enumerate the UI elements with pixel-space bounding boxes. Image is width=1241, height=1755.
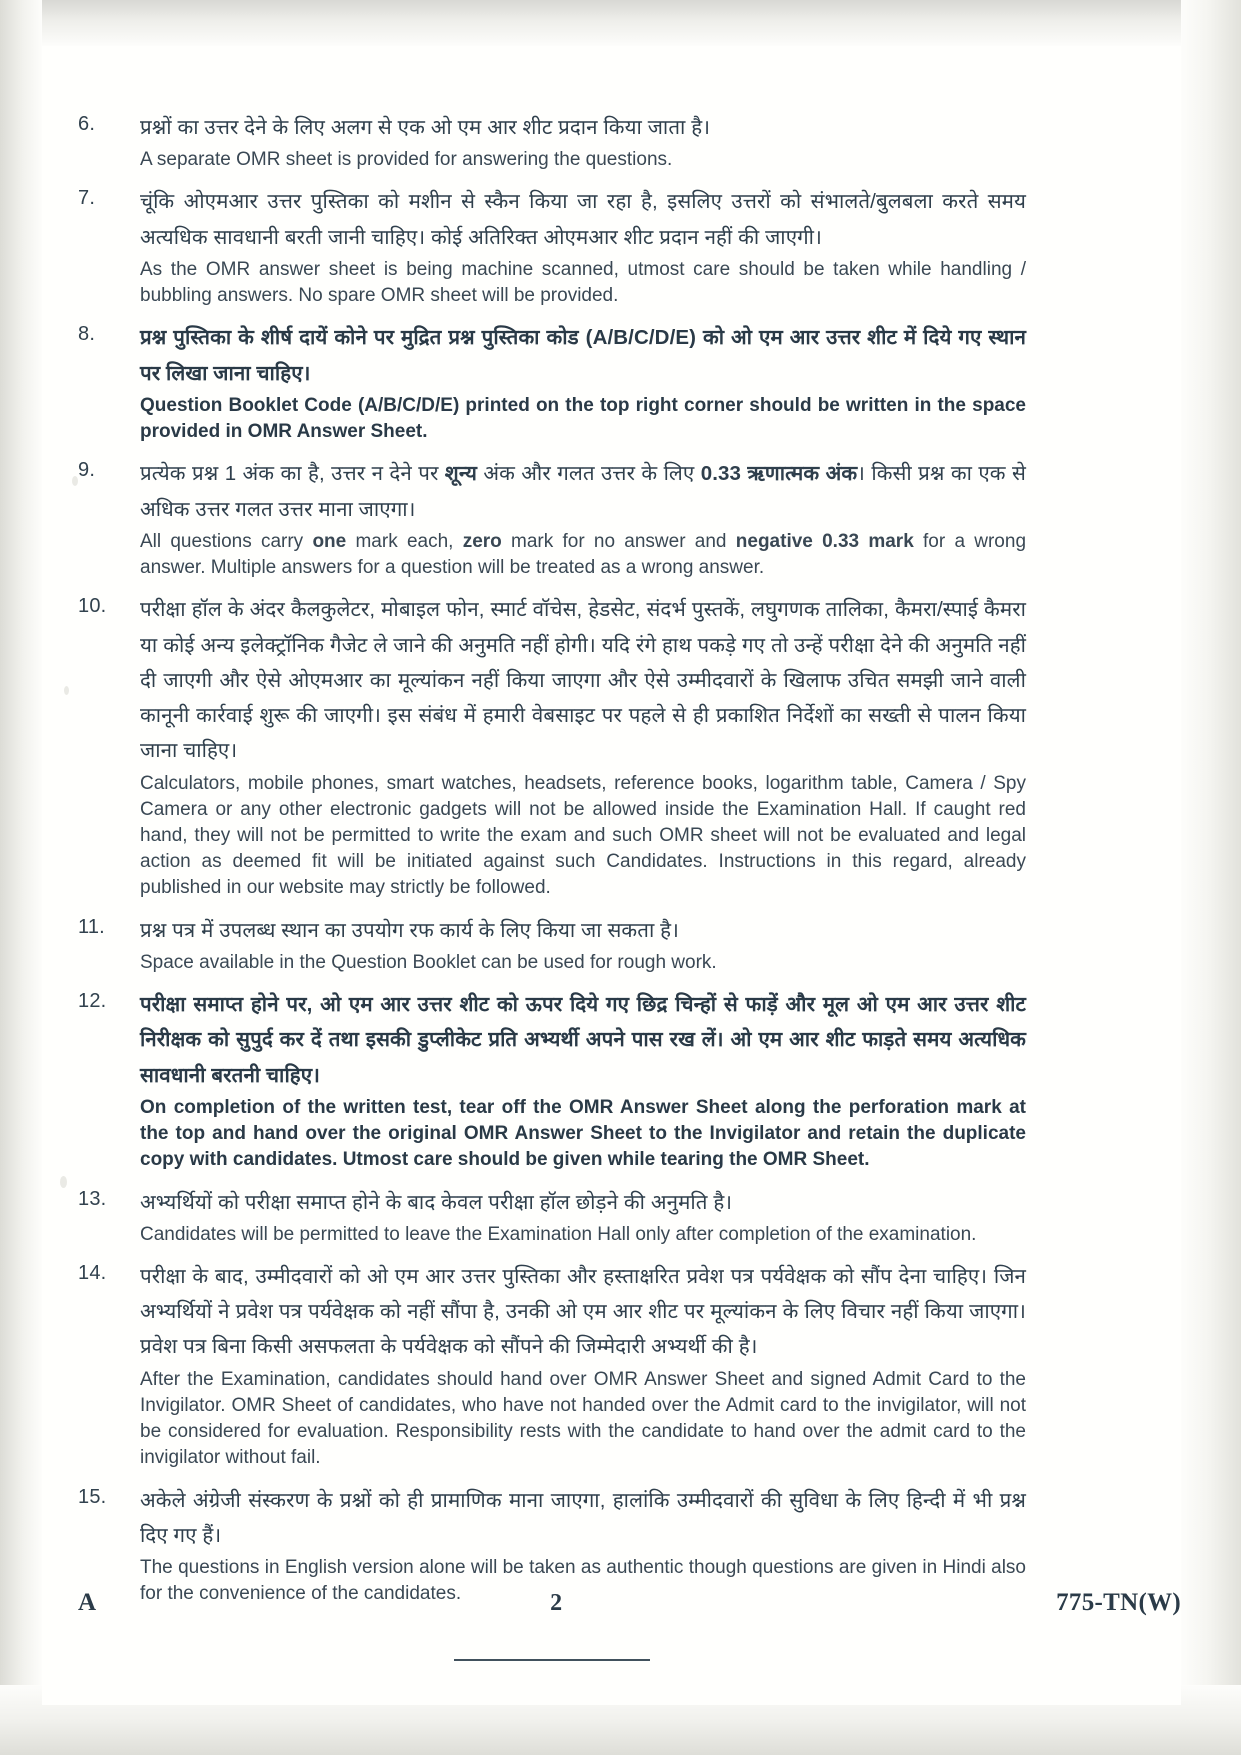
instruction-hindi-text: परीक्षा समाप्त होने पर, ओ एम आर उत्तर शीट को ऊपर दिये गए छिद्र चिन्हों से फाड़ें और मूल ओ एम आर उत्तर शीट निरीक्षक को सुपुर्द कर दें तथा इसकी डुप्लीकेट प्रति अभ्यर्थी अपने पास रख लें। ओ एम आर शीट फाड़ते समय अत्यधिक सावधानी बरतनी चाहिए। xyxy=(140,993,1026,1087)
scan-edge-left xyxy=(0,0,42,1755)
instruction-item-14 xyxy=(78,1259,1026,1472)
instruction-item-10 xyxy=(78,592,1026,901)
instruction-hindi-text: अभ्यर्थियों को परीक्षा समाप्त होने के बाद केवल परीक्षा हॉल छोड़ने की अनुमति है। xyxy=(140,1190,733,1214)
instruction-item-11 xyxy=(78,913,1026,976)
instruction-hindi-text: प्रश्न पत्र में उपलब्ध स्थान का उपयोग रफ कार्य के लिए किया जा सकता है। xyxy=(140,918,680,942)
instruction-hindi-text: परीक्षा के बाद, उम्मीदवारों को ओ एम आर उत्तर पुस्तिका और हस्ताक्षरित प्रवेश पत्र पर्यवेक्षक को सौंप देना चाहिए। जिन अभ्यर्थियों ने प्रवेश पत्र पर्यवेक्षक को नहीं सौंपा है, उनकी ओ एम आर शीट पर मूल्यांकन के लिए विचार नहीं किया जाएगा। प्रवेश पत्र बिना किसी असफलता के पर्यवेक्षक को सौंपने की जिम्मेदारी अभ्यर्थी की है। xyxy=(140,1264,1026,1359)
page-footer xyxy=(78,1589,1181,1617)
instruction-number: 9. xyxy=(78,459,96,482)
scan-speck xyxy=(64,686,69,695)
instruction-english-text: On completion of the written test, tear off the OMR Answer Sheet along the perforation mark at the top and hand over the original OMR Answer Sheet to the Invigilator and retain the duplicate copy with candidates. Utmost care should be given while tearing the OMR Sheet. xyxy=(140,1096,1026,1171)
instruction-english-text: Question Booklet Code (A/B/C/D/E) printed on the top right corner should be written in the space provided in OMR Answer Sheet. xyxy=(140,394,1026,443)
instruction-number: 8. xyxy=(78,323,96,346)
paper-code: 775-TN(W) xyxy=(1056,1589,1181,1616)
instruction-english-text: After the Examination, candidates should hand over OMR Answer Sheet and signed Admit Card to the Invigilator. OMR Sheet of candidates, who have not handed over the Admit card to the invigilator, will not be considered for evaluation. Responsibility rests with the candidate to hand over the admit card to the invigilator without fail. xyxy=(140,1368,1026,1469)
instruction-number: 12. xyxy=(78,990,107,1013)
instruction-item-9 xyxy=(78,456,1026,581)
instruction-number: 10. xyxy=(78,595,107,618)
instruction-english-text: The questions in English version alone will be taken as authentic though questions are given in Hindi also for the convenience of the candidates. xyxy=(140,1557,1026,1605)
horizontal-rule xyxy=(454,1659,650,1661)
instruction-item-12 xyxy=(78,987,1026,1173)
instruction-number: 13. xyxy=(78,1187,107,1210)
scan-edge-top xyxy=(0,0,1241,46)
instruction-number: 15. xyxy=(78,1485,107,1508)
instruction-hindi-text: परीक्षा हॉल के अंदर कैलकुलेटर, मोबाइल फोन, स्मार्ट वॉचेस, हेडसेट, संदर्भ पुस्तकें, लघुगणक तालिका, कैमरा/स्पाई कैमरा या कोई अन्य इलेक्ट्रॉनिक गैजेट ले जाने की अनुमति नहीं होगी। यदि रंगे हाथ पकड़े गए तो उन्हें परीक्षा देने की अनुमति नहीं दी जाएगी और ऐसे ओएमआर का मूल्यांकन नहीं किया जाएगा और ऐसे उम्मीदवारों के खिलाफ उचित समझी जाने वाली कानूनी कार्रवाई शुरू की जाएगी। इस संबंध में हमारी वेबसाइट पर पहले से ही प्रकाशित निर्देशों का सख्ती से पालन किया जाना चाहिए। xyxy=(140,598,1026,763)
instruction-english-text: As the OMR answer sheet is being machine scanned, utmost care should be taken while handling / bubbling answers. No spare OMR sheet will be provided. xyxy=(140,258,1026,307)
instruction-english-text: All questions carry one mark each, zero mark for no answer and negative 0.33 mark for a wrong answer. Multiple answers for a question will be treated as a wrong answer. xyxy=(140,530,1027,579)
instruction-number: 7. xyxy=(78,187,96,210)
instruction-item-6 xyxy=(78,110,1026,173)
page-number: 2 xyxy=(550,1590,563,1616)
instruction-hindi-text: प्रश्न पुस्तिका के शीर्ष दायें कोने पर मुद्रित प्रश्न पुस्तिका कोड (A/B/C/D/E) को ओ एम आर उत्तर शीट में दिये गए स्थान पर लिखा जाना चाहिए। xyxy=(140,326,1026,385)
instruction-hindi-text: अकेले अंग्रेजी संस्करण के प्रश्नों को ही प्रामाणिक माना जाएगा, हालांकि उम्मीदवारों की सुविधा के लिए हिन्दी में भी प्रश्न दिए गए हैं। xyxy=(140,1488,1026,1547)
instructions-list xyxy=(78,110,1026,1666)
instruction-hindi-text: चूंकि ओएमआर उत्तर पुस्तिका को मशीन से स्कैन किया जा रहा है, इसलिए उत्तरों को संभालते/बुलबला करते समय अत्यधिक सावधानी बरती जानी चाहिए। कोई अतिरिक्त ओएमआर शीट प्रदान नहीं की जाएगी। xyxy=(140,190,1026,249)
instruction-item-13 xyxy=(78,1185,1026,1248)
instruction-english-text: Calculators, mobile phones, smart watches, headsets, reference books, logarithm table, Camera / Spy Camera or any other electronic gadgets will not be allowed inside the Examination Hall. If caught red hand, they will not be permitted to write the exam and such OMR sheet will not be evaluated and legal action as deemed fit will be initiated against such Candidates. Instructions in this regard, already published in our website may strictly be followed. xyxy=(140,772,1026,899)
instruction-hindi-text: प्रश्नों का उत्तर देने के लिए अलग से एक ओ एम आर शीट प्रदान किया जाता है। xyxy=(140,116,711,139)
booklet-code: A xyxy=(78,1589,97,1616)
instruction-english-text: Candidates will be permitted to leave the Examination Hall only after completion of the examination. xyxy=(140,1223,977,1245)
instruction-number: 6. xyxy=(78,113,96,135)
instruction-item-7 xyxy=(78,184,1026,309)
instruction-item-8 xyxy=(78,320,1026,445)
instruction-number: 14. xyxy=(78,1261,107,1284)
scan-speck xyxy=(60,1176,67,1188)
section-divider xyxy=(78,1648,1026,1666)
instruction-english-text: A separate OMR sheet is provided for answering the questions. xyxy=(140,149,673,171)
instruction-hindi-text: प्रत्येक प्रश्न 1 अंक का है, उत्तर न देने पर शून्य अंक और गलत उत्तर के लिए 0.33 ऋणात्मक अंक। किसी प्रश्न का एक से अधिक उत्तर गलत उत्तर माना जाएगा। xyxy=(140,462,1026,521)
instruction-english-text: Space available in the Question Booklet can be used for rough work. xyxy=(140,951,717,973)
scan-edge-right xyxy=(1181,0,1241,1755)
instruction-number: 11. xyxy=(78,915,105,938)
